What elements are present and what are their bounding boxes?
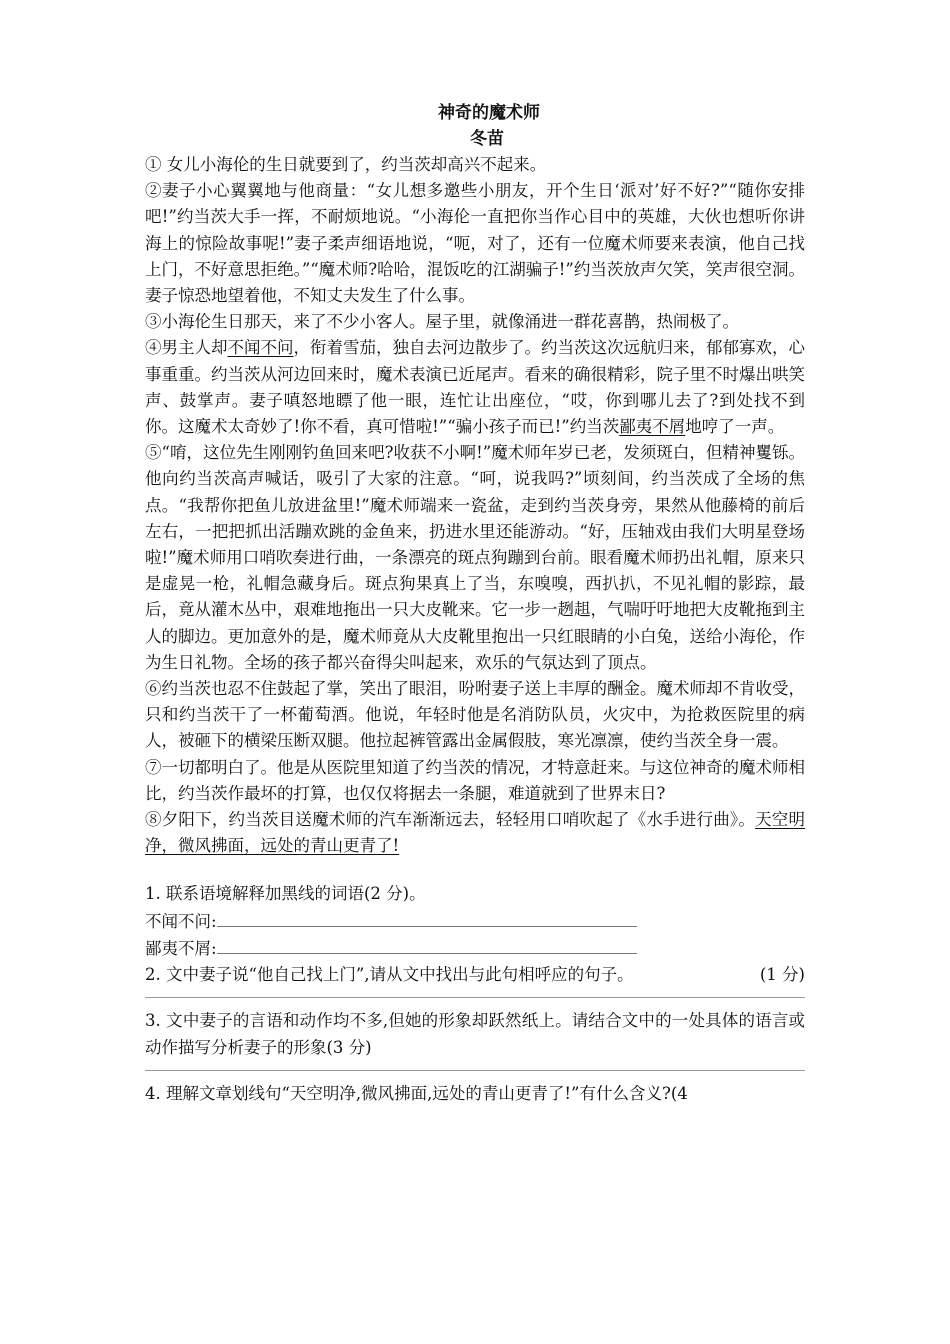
paragraph-4 (145, 335, 805, 440)
paragraph-7 (145, 755, 805, 807)
paragraph-text: ⑥约当茨也忍不住鼓起了掌，笑出了眼泪，吩咐妻子送上丰厚的酬金。魔术师却不肯收受，只和约当茨干了一杯葡萄酒。他说，年轻时他是名消防队员，火灾中，为抢救医院里的病人，被砸下的横梁压断双腿。他拉起裤管露出金属假肢，寒光凛凛，使约当茨全身一震。 (145, 679, 805, 751)
underlined-term-2: 鄙夷不屑 (619, 417, 686, 437)
paragraph-5 (145, 440, 805, 676)
paragraph-text: ① 女儿小海伦的生日就要到了，约当茨却高兴不起来。 (145, 155, 547, 174)
answer-line[interactable] (217, 908, 637, 927)
document-page (145, 100, 805, 1107)
paragraph-2 (145, 178, 805, 309)
paragraph-text: ⑤“唷，这位先生刚刚钓鱼回来吧?收获不小啊!”魔术师年岁已老，发须斑白，但精神矍铄。他向约当茨高声喊话，吸引了大家的注意。“呵，说我吗?”顷刻间，约当茨成了全场的焦点。“我帮你把鱼儿放进盆里!”魔术师端来一瓷盆，走到约当茨身旁，果然从他藤椅的前后左右，一把把抓出活蹦欢跳的金鱼来，扔进水里还能游动。“好，压轴戏由我们大明星登场啦!”魔术师用口哨吹奏进行曲，一条漂亮的斑点狗蹦到台前。眼看魔术师扔出礼帽，原来只是虚晃一枪，礼帽急藏身后。斑点狗果真上了当，东嗅嗅，西扒扒，不见礼帽的影踪，最后，竟从灌木丛中，艰难地拖出一只大皮靴来。它一步一趔趄，气喘吁吁地把大皮靴拖到主人的脚边。更加意外的是，魔术师竟从大皮靴里抱出一只红眼睛的小白兔，送给小海伦，作为生日礼物。全场的孩子都兴奋得尖叫起来，欢乐的气氛达到了顶点。 (145, 443, 805, 672)
paragraph-text: ③小海伦生日那天，来了不少小客人。屋子里，就像涌进一群花喜鹊，热闹极了。 (145, 312, 739, 332)
paragraph-text: ⑦一切都明白了。他是从医院里知道了约当茨的情况，才特意赶来。与这位神奇的魔术师相比，约当茨作最坏的打算，也仅仅将据去一条腿，难道就到了世界末日? (145, 757, 805, 803)
term-label: 不闻不问: (145, 911, 217, 931)
paragraph-1 (145, 152, 805, 178)
underlined-term-1: 不闻不问 (227, 338, 294, 358)
question-points: (1 分) (759, 965, 805, 985)
article-author: 冬苗 (470, 129, 504, 149)
question-1-term-1-row (145, 908, 805, 935)
paragraph-3 (145, 309, 805, 335)
answer-line[interactable] (217, 935, 637, 954)
paragraph-text: 地哼了一声。 (685, 417, 785, 437)
paragraph-8 (145, 807, 805, 859)
question-1-term-2-row (145, 935, 805, 962)
question-3: 3. 文中妻子的言语和动作均不多,但她的形象却跃然纸上。请结合文中的一处具体的语言或动作描写分析妻子的形象(3 分) (145, 1011, 805, 1057)
underlined-sentence: 天空明净，微风拂面，远处的青山更青了! (145, 810, 806, 856)
paragraph-text: ，衔着雪茄，独自去河边散步了。约当茨这次远航归来，郁郁寡欢，心事重重。约当茨从河边回来时，魔术表演已近尾声。看来的确很精彩，院子里不时爆出哄笑声、鼓掌声。妻子嗔怒地瞟了他一眼，连忙让出座位，“哎，你到哪儿去了?到处找不到你。这魔术太奇妙了!你不看，真可惜啦!”“骗小孩子而已!”约当茨 (145, 338, 805, 437)
answer-rule[interactable] (145, 1061, 805, 1071)
question-text: 2. 文中妻子说“他自己找上门”,请从文中找出与此句相呼应的句子。 (145, 965, 634, 985)
paragraph-text: ②妻子小心翼翼地与他商量：“女儿想多邀些小朋友，开个生日‘派对’好不好?”“随你安排吧!”约当茨大手一挥，不耐烦地说。“小海伦一直把你当作心目中的英雄，大伙也想听你讲海上的惊险故事呢!”妻子柔声细语地说，“呃，对了，还有一位魔术师要来表演，他自己找上门，不好意思拒绝。”“魔术师?哈哈，混饭吃的江湖骗子!”约当茨放声欠笑，笑声很空洞。妻子惊恐地望着他，不知丈夫发生了什么事。 (145, 181, 805, 306)
term-label: 鄙夷不屑: (145, 938, 217, 958)
question-4: 4. 理解文章划线句“天空明净,微风拂面,远处的青山更青了!”有什么含义?(4 (145, 1083, 688, 1103)
paragraph-text: ④男主人却 (145, 338, 228, 358)
paragraph-6 (145, 676, 805, 755)
answer-rule[interactable] (145, 988, 805, 998)
article-title: 神奇的魔术师 (438, 103, 540, 123)
question-1: 1. 联系语境解释加黑线的词语(2 分)。 (145, 884, 426, 904)
paragraph-text: ⑧夕阳下，约当茨目送魔术师的汽车渐渐远去，轻轻用口哨吹起了《水手进行曲》。 (145, 810, 756, 830)
question-2 (145, 962, 805, 988)
